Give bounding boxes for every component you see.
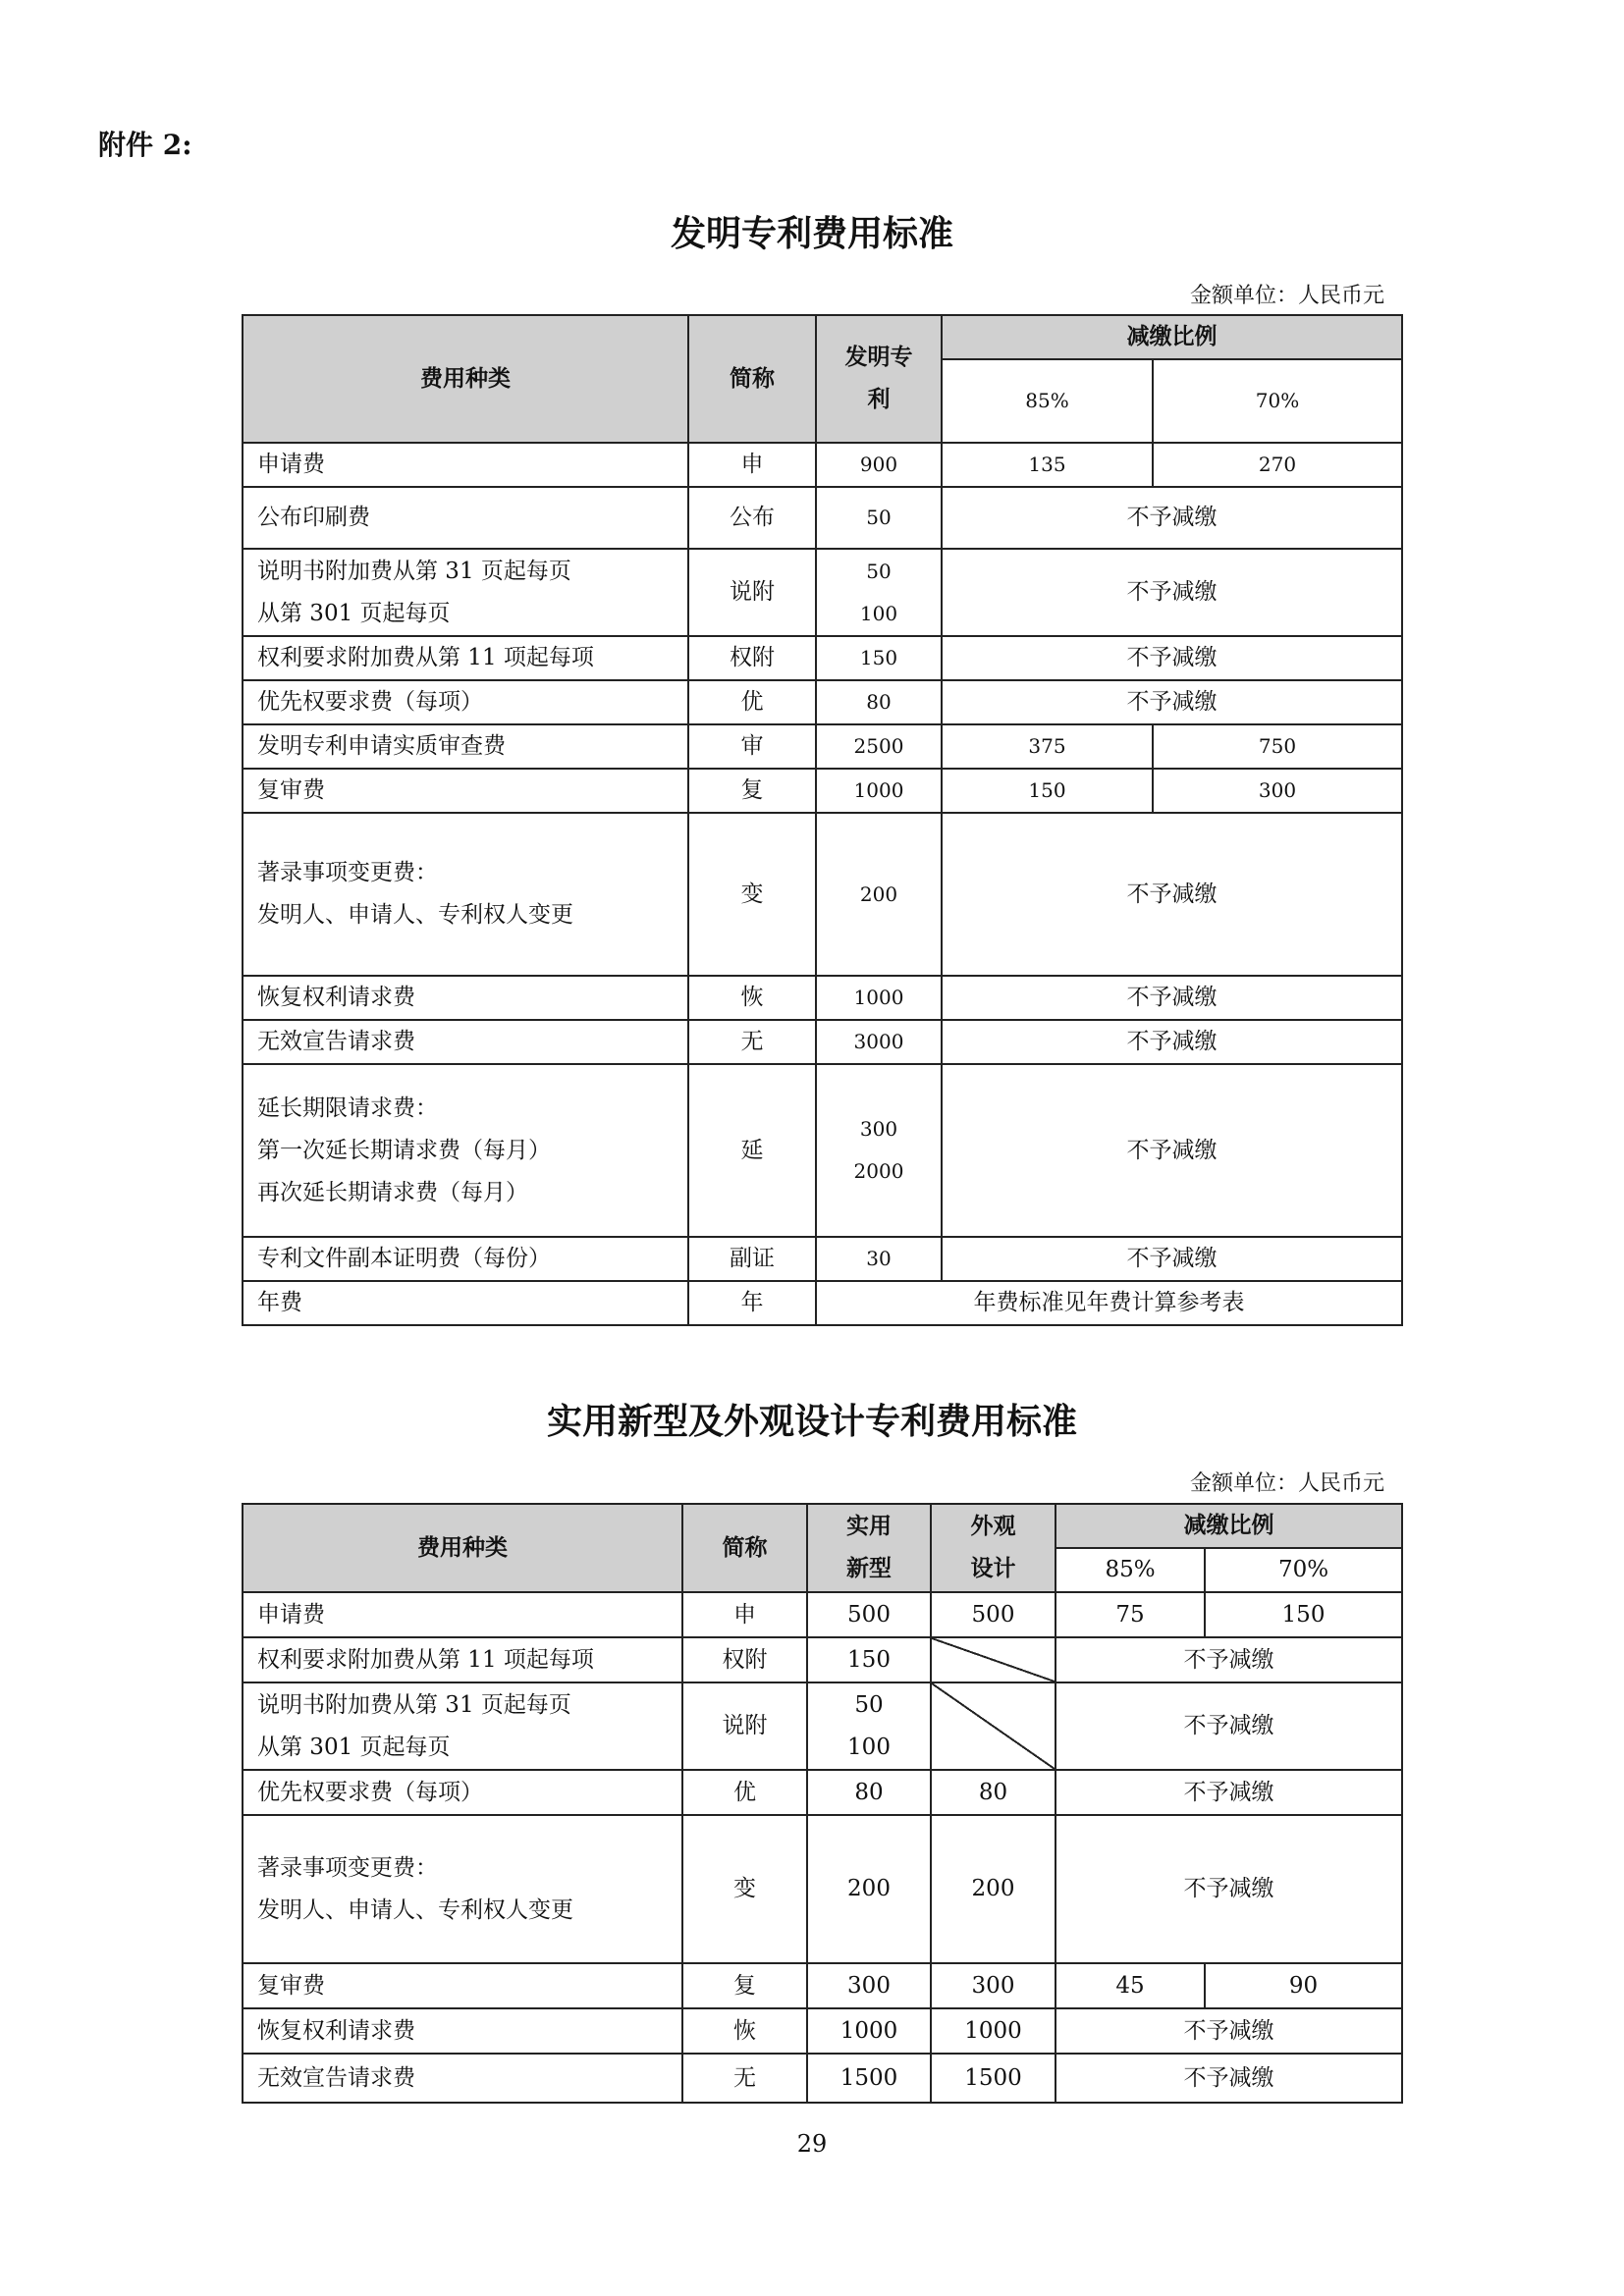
fee-type-line: 第一次延长期请求费（每月） xyxy=(257,1137,551,1163)
fee-type-line: 申请费 xyxy=(257,1601,325,1628)
table1-title: 发明专利费用标准 xyxy=(670,214,953,254)
attachment-label: 附件 2: xyxy=(98,129,192,161)
table-row xyxy=(243,2054,1402,2103)
fee-abbr: 恢 xyxy=(682,2008,807,2054)
fee-type xyxy=(243,636,688,680)
reduced-85: 75 xyxy=(1056,1592,1205,1637)
utility-fee-line: 80 xyxy=(854,1779,884,1805)
table-row xyxy=(243,1637,1402,1682)
utility-fee-line: 1500 xyxy=(839,2064,898,2091)
fee-type xyxy=(243,487,688,549)
reduced-85: 135 xyxy=(942,443,1153,487)
fee-type-line: 著录事项变更费： xyxy=(257,1854,438,1881)
fee-amount-line: 150 xyxy=(859,646,898,669)
utility-fee-line: 1000 xyxy=(839,2017,898,2044)
utility-fee-line: 500 xyxy=(847,1601,891,1628)
header-design: 外观设计 xyxy=(931,1504,1056,1592)
utility-fee xyxy=(807,1682,931,1770)
design-fee-line: 500 xyxy=(971,1601,1015,1628)
reduced-70: 750 xyxy=(1153,724,1402,769)
reduced-70: 90 xyxy=(1205,1963,1402,2008)
design-fee-line: 80 xyxy=(978,1779,1008,1805)
fee-amount-line: 1000 xyxy=(853,986,904,1009)
utility-fee xyxy=(807,1963,931,2008)
fee-amount xyxy=(816,549,942,636)
utility-fee xyxy=(807,1815,931,1963)
fee-abbr: 变 xyxy=(682,1815,807,1963)
header-row xyxy=(243,315,1402,359)
fee-type-line: 权利要求附加费从第 11 项起每项 xyxy=(257,1646,594,1673)
design-not-applicable xyxy=(931,1682,1056,1770)
fee-amount-line: 50 xyxy=(866,559,892,583)
reduction-note: 不予减缴 xyxy=(942,487,1402,549)
design-fee xyxy=(931,1770,1056,1815)
fee-type xyxy=(243,1770,682,1815)
fee-amount-line: 30 xyxy=(866,1247,892,1270)
table-row xyxy=(243,636,1402,680)
table-row xyxy=(243,769,1402,813)
fee-amount-line: 200 xyxy=(859,881,898,906)
table-row xyxy=(243,1020,1402,1064)
fee-type xyxy=(243,813,688,976)
reduction-note: 不予减缴 xyxy=(942,813,1402,976)
fee-type-line: 恢复权利请求费 xyxy=(257,985,415,1010)
reduction-note: 不予减缴 xyxy=(942,1064,1402,1237)
utility-fee-line: 200 xyxy=(847,1876,891,1901)
reduction-note: 不予减缴 xyxy=(942,636,1402,680)
reduction-note: 不予减缴 xyxy=(1056,2008,1402,2054)
table-row xyxy=(243,1064,1402,1237)
design-fee xyxy=(931,1963,1056,2008)
reduction-note: 不予减缴 xyxy=(1056,1637,1402,1682)
utility-design-fee-table xyxy=(242,1503,1403,2104)
table-row xyxy=(243,1237,1402,1281)
fee-type-line: 申请费 xyxy=(257,452,325,477)
design-fee xyxy=(931,1815,1056,1963)
header-70: 70% xyxy=(1205,1548,1402,1592)
fee-amount xyxy=(816,680,942,724)
fee-abbr: 延 xyxy=(688,1064,816,1237)
fee-type xyxy=(243,1237,688,1281)
fee-amount xyxy=(816,443,942,487)
header-reduction: 减缴比例 xyxy=(1056,1504,1402,1548)
table-row xyxy=(243,680,1402,724)
design-fee-line: 200 xyxy=(971,1876,1015,1901)
fee-abbr: 优 xyxy=(688,680,816,724)
reduction-note: 不予减缴 xyxy=(942,549,1402,636)
reduction-note: 不予减缴 xyxy=(1056,1682,1402,1770)
fee-type xyxy=(243,1682,682,1770)
fee-type-line: 再次延长期请求费（每月） xyxy=(257,1179,528,1205)
header-utility: 实用新型 xyxy=(807,1504,931,1592)
fee-amount xyxy=(816,1064,942,1237)
utility-fee-line: 100 xyxy=(847,1734,891,1760)
fee-abbr: 副证 xyxy=(688,1237,816,1281)
design-not-applicable xyxy=(931,1637,1056,1682)
reduction-note: 不予减缴 xyxy=(942,1020,1402,1064)
fee-abbr: 说附 xyxy=(688,549,816,636)
fee-type xyxy=(243,1281,688,1325)
table-row xyxy=(243,1682,1402,1770)
table-row xyxy=(243,976,1402,1020)
fee-amount xyxy=(816,487,942,549)
fee-type-line: 专利文件副本证明费（每份） xyxy=(257,1246,551,1271)
fee-amount xyxy=(816,724,942,769)
utility-fee-line: 150 xyxy=(847,1646,891,1673)
fee-amount-line: 2500 xyxy=(853,734,904,758)
table-row xyxy=(243,724,1402,769)
fee-abbr: 优 xyxy=(682,1770,807,1815)
utility-fee-line: 300 xyxy=(847,1972,891,1999)
header-abbr: 简称 xyxy=(688,315,816,443)
table-row xyxy=(243,443,1402,487)
fee-abbr: 年 xyxy=(688,1281,816,1325)
fee-type xyxy=(243,1963,682,2008)
fee-type xyxy=(243,1637,682,1682)
fee-abbr: 说附 xyxy=(682,1682,807,1770)
utility-fee xyxy=(807,1770,931,1815)
header-reduction: 减缴比例 xyxy=(942,315,1402,359)
header-85: 85% xyxy=(942,359,1153,443)
header-invention: 发明专利 xyxy=(816,315,942,443)
fee-type-line: 说明书附加费从第 31 页起每页 xyxy=(257,558,571,584)
fee-type-line: 无效宣告请求费 xyxy=(257,2064,415,2091)
table2-unit: 金额单位：人民币元 xyxy=(1189,1471,1384,1496)
design-fee-line: 1500 xyxy=(964,2064,1022,2091)
fee-type xyxy=(243,1064,688,1237)
fee-amount-line: 50 xyxy=(866,506,892,529)
table-row xyxy=(243,549,1402,636)
fee-type-line: 优先权要求费（每项） xyxy=(257,1779,483,1805)
fee-abbr: 审 xyxy=(688,724,816,769)
header-70: 70% xyxy=(1153,359,1402,443)
fee-type xyxy=(243,2008,682,2054)
fee-amount xyxy=(816,1020,942,1064)
fee-type-line: 优先权要求费（每项） xyxy=(257,689,483,715)
utility-fee-line: 50 xyxy=(854,1691,884,1718)
reduced-70: 300 xyxy=(1153,769,1402,813)
fee-amount-line: 2000 xyxy=(853,1159,904,1183)
fee-abbr: 权附 xyxy=(682,1637,807,1682)
table1-unit: 金额单位：人民币元 xyxy=(1189,284,1384,308)
fee-type-line: 著录事项变更费： xyxy=(257,860,438,885)
design-fee-line: 1000 xyxy=(964,2017,1022,2044)
fee-type xyxy=(243,680,688,724)
fee-type-line: 无效宣告请求费 xyxy=(257,1029,415,1054)
fee-type xyxy=(243,1592,682,1637)
reduction-note: 不予减缴 xyxy=(1056,1815,1402,1963)
fee-abbr: 无 xyxy=(688,1020,816,1064)
reduced-85: 375 xyxy=(942,724,1153,769)
reduction-note: 不予减缴 xyxy=(1056,1770,1402,1815)
fee-type xyxy=(243,1020,688,1064)
design-fee xyxy=(931,2054,1056,2103)
table-row xyxy=(243,1770,1402,1815)
reduction-note: 不予减缴 xyxy=(942,680,1402,724)
reduction-note: 不予减缴 xyxy=(942,1237,1402,1281)
table-row xyxy=(243,2008,1402,2054)
header-fee-type: 费用种类 xyxy=(243,1504,682,1592)
utility-fee xyxy=(807,2008,931,2054)
fee-type xyxy=(243,976,688,1020)
invention-fee-table xyxy=(242,314,1403,1326)
fee-type-line: 发明专利申请实质审查费 xyxy=(257,733,506,759)
table-row xyxy=(243,1281,1402,1325)
header-abbr: 简称 xyxy=(682,1504,807,1592)
fee-type-line: 发明人、申请人、专利权人变更 xyxy=(257,902,573,928)
fee-type xyxy=(243,443,688,487)
fee-abbr: 无 xyxy=(682,2054,807,2103)
reduced-85: 45 xyxy=(1056,1963,1205,2008)
fee-type-line: 权利要求附加费从第 11 项起每项 xyxy=(257,645,594,670)
fee-abbr: 恢 xyxy=(688,976,816,1020)
table-row xyxy=(243,1963,1402,2008)
fee-amount-line: 100 xyxy=(859,601,898,625)
header-row xyxy=(243,1504,1402,1548)
fee-abbr: 公布 xyxy=(688,487,816,549)
design-fee xyxy=(931,2008,1056,2054)
table2-title: 实用新型及外观设计专利费用标准 xyxy=(546,1402,1077,1442)
fee-type-line: 发明人、申请人、专利权人变更 xyxy=(257,1896,573,1923)
table-row xyxy=(243,487,1402,549)
fee-type-line: 延长期限请求费： xyxy=(257,1095,438,1121)
fee-abbr: 申 xyxy=(682,1592,807,1637)
fee-type xyxy=(243,2054,682,2103)
utility-fee xyxy=(807,1592,931,1637)
fee-abbr: 申 xyxy=(688,443,816,487)
fee-type xyxy=(243,769,688,813)
fee-amount-line: 300 xyxy=(859,1117,898,1141)
fee-type-line: 说明书附加费从第 31 页起每页 xyxy=(257,1691,571,1718)
fee-amount xyxy=(816,769,942,813)
header-85: 85% xyxy=(1056,1548,1205,1592)
utility-fee xyxy=(807,2054,931,2103)
table-row xyxy=(243,813,1402,976)
fee-abbr: 复 xyxy=(688,769,816,813)
annual-note: 年费标准见年费计算参考表 xyxy=(816,1281,1402,1325)
page-number: 29 xyxy=(796,2130,828,2158)
fee-amount xyxy=(816,813,942,976)
fee-type xyxy=(243,549,688,636)
header-fee-type: 费用种类 xyxy=(243,315,688,443)
fee-type-line: 公布印刷费 xyxy=(257,505,370,530)
table-row xyxy=(243,1815,1402,1963)
design-fee xyxy=(931,1592,1056,1637)
fee-type-line: 复审费 xyxy=(257,1972,325,1999)
fee-type xyxy=(243,1815,682,1963)
design-fee-line: 300 xyxy=(971,1972,1015,1999)
fee-abbr: 变 xyxy=(688,813,816,976)
fee-amount-line: 80 xyxy=(866,690,892,714)
utility-fee xyxy=(807,1637,931,1682)
fee-type-line: 年费 xyxy=(257,1290,302,1315)
reduced-70: 270 xyxy=(1153,443,1402,487)
fee-amount-line: 900 xyxy=(859,453,898,476)
fee-amount-line: 3000 xyxy=(853,1030,904,1053)
reduction-note: 不予减缴 xyxy=(942,976,1402,1020)
fee-amount xyxy=(816,636,942,680)
fee-type-line: 从第 301 页起每页 xyxy=(257,1734,451,1760)
reduced-70: 150 xyxy=(1205,1592,1402,1637)
fee-type-line: 从第 301 页起每页 xyxy=(257,600,451,626)
fee-amount xyxy=(816,1237,942,1281)
fee-abbr: 复 xyxy=(682,1963,807,2008)
fee-amount xyxy=(816,976,942,1020)
fee-type xyxy=(243,724,688,769)
fee-type-line: 恢复权利请求费 xyxy=(257,2017,415,2044)
fee-amount-line: 1000 xyxy=(853,778,904,802)
reduced-85: 150 xyxy=(942,769,1153,813)
reduction-note: 不予减缴 xyxy=(1056,2054,1402,2103)
fee-type-line: 复审费 xyxy=(257,777,325,803)
table-row xyxy=(243,1592,1402,1637)
fee-abbr: 权附 xyxy=(688,636,816,680)
